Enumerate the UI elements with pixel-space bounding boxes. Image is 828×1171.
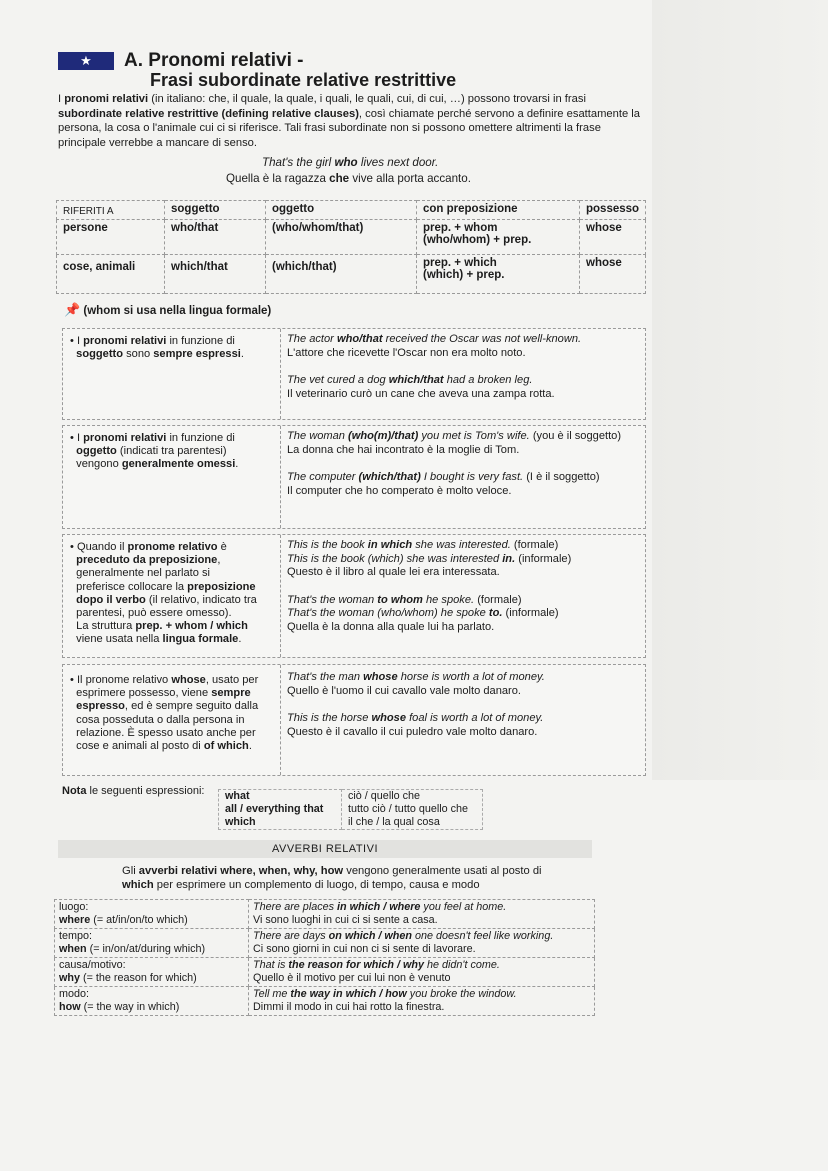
- table-header: RIFERITI A: [57, 201, 165, 220]
- section-heading-avverbi: AVVERBI RELATIVI: [58, 840, 592, 858]
- table-row: persone who/that (who/whom/that) prep. + whom (who/whom) + prep. whose: [57, 220, 646, 255]
- table-row: luogo: where (= at/in/on/to which) There are places in which / where you feel at home. Vi sono luoghi in cui ci si sente a casa.: [55, 900, 595, 929]
- table-header: soggetto: [171, 203, 220, 215]
- rule-examples: That's the man whose horse is worth a lot of money. Quello è l'uomo il cui cavallo vale molto danaro. This is the horse whose foal is worth a lot of money. Questo è il cavallo il cui puledro vale molto danaro.: [287, 671, 545, 738]
- page-edge-shadow: [652, 0, 828, 780]
- rule-examples: This is the book in which she was interested. (formale) This is the book (which) she was interested in. (informale) Questo è il libro al quale lei era interessata. That's the woman to whom he spoke. (formale) That's the woman (who/whom) he spoke to. (informale) Quella è la donna alla quale lui ha parlato.: [287, 539, 572, 633]
- pushpin-icon: 📌: [64, 302, 81, 317]
- rule-box-subject: [62, 328, 646, 420]
- table-row: causa/motivo: why (= the reason for which) That is the reason for which / why he didn't come. Quello è il motivo per cui lui non è venuto: [55, 958, 595, 987]
- intro-example-it: Quella è la ragazza che vive alla porta accanto.: [226, 172, 471, 185]
- whom-note: 📌 (whom si usa nella lingua formale): [64, 302, 272, 317]
- table-row: cose, animali which/that (which/that) prep. + which (which) + prep. whose: [57, 255, 646, 294]
- avverbi-table: [54, 899, 595, 1016]
- relative-pronouns-table: [56, 200, 646, 294]
- rule-text: • I pronomi relativi in funzione di soggetto sono sempre espressi.: [63, 329, 281, 419]
- intro-example-en: That's the girl who lives next door.: [262, 156, 439, 169]
- table-header: oggetto: [272, 203, 315, 215]
- table-row: what all / everything that which ciò / quello che tutto ciò / tutto quello che il che / la qual cosa: [219, 790, 483, 830]
- table-row: modo: how (= the way in which) Tell me the way in which / how you broke the window. Dimmi il modo in cui hai rotto la finestra.: [55, 987, 595, 1016]
- rule-box-object: [62, 425, 646, 529]
- rule-examples: The actor who/that received the Oscar was not well-known. L'attore che ricevette l'Oscar non era molto noto. The vet cured a dog which/that had a broken leg. Il veterinario curò un cane che aveva una zampa rotta.: [287, 333, 582, 400]
- nota-table: [218, 789, 483, 830]
- table-header: possesso: [586, 203, 640, 215]
- rule-text: • I pronomi relativi in funzione di oggetto (indicati tra parentesi) vengono generalmente omessi.: [63, 426, 281, 528]
- nota-label: Nota le seguenti espressioni:: [62, 785, 205, 797]
- rule-examples: The woman (who(m)/that) you met is Tom's wife. (you è il soggetto) La donna che hai incontrato è la moglie di Tom. The computer (which/that) I bought is very fast. (I è il soggetto) Il computer che ho comperato è molto veloce.: [287, 430, 622, 497]
- rule-text: • Quando il pronome relativo è preceduto da preposizione, generalmente nel parlato si preferisce collocare la preposizione dopo il verbo (il relativo, indicato tra parentesi, può essere omesso). La struttura prep. + whom / which viene usata nella lingua formale.: [63, 535, 281, 657]
- table-header: con preposizione: [423, 203, 518, 215]
- avverbi-intro: Gli avverbi relativi where, when, why, how vengono generalmente usati al posto di which per esprimere un complemento di luogo, di tempo, causa e modo: [122, 865, 542, 891]
- table-row: tempo: when (= in/on/at/during which) There are days on which / when one doesn't feel like working. Ci sono giorni in cui non ci si sente di lavorare.: [55, 929, 595, 958]
- table-header-row: [57, 201, 646, 220]
- rule-text: • Il pronome relativo whose, usato per esprimere possesso, viene sempre espresso, ed è sempre seguito dalla cosa posseduta o dalla persona in relazione. È spesso usato anche per cose e animali al posto di of which.: [63, 665, 281, 775]
- page-title: A. Pronomi relativi -: [124, 50, 304, 71]
- rule-box-preposition: [62, 534, 646, 658]
- star-icon: ★: [58, 52, 114, 70]
- page-subtitle: Frasi subordinate relative restrittive: [150, 70, 457, 90]
- rule-box-whose: [62, 664, 646, 776]
- intro-paragraph: I pronomi relativi (in italiano: che, il quale, la quale, i quali, le quali, cui, di cui, …) possono trovarsi in frasi subordinate relative restrittive (defining relative clauses), così chiamate perché servono a definire esattamente la persona, la cosa o l'animale cui ci si riferisce. Tali frasi subordinate non si possono omettere altrimenti la frase principale verrebbe a mancare di senso.: [58, 93, 641, 149]
